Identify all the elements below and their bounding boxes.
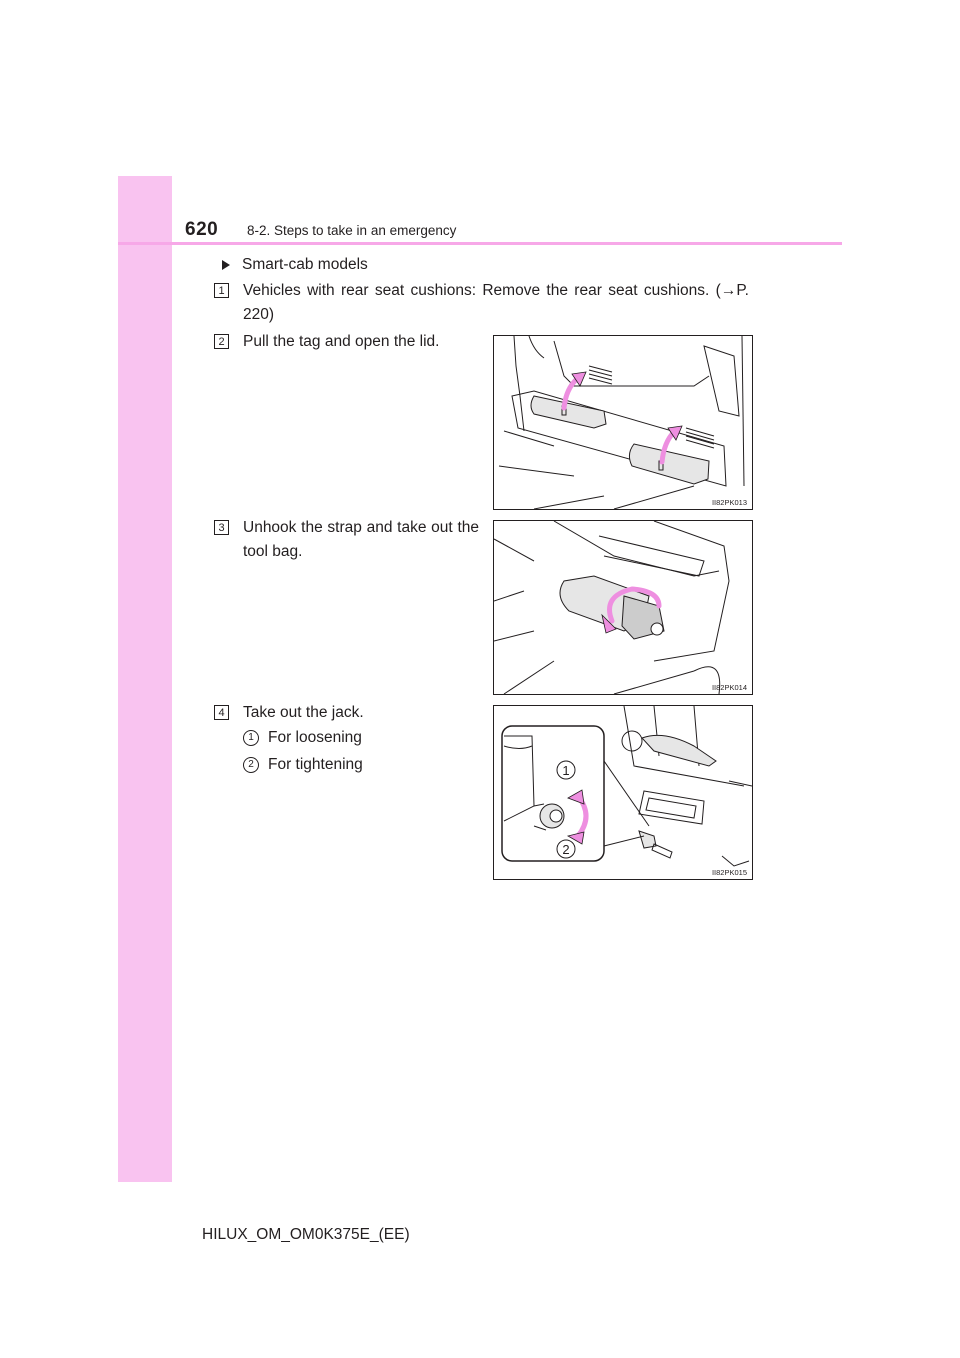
sub-item-loosening <box>243 729 362 747</box>
sub-item-text-1: For loosening <box>268 729 362 746</box>
circled-number-2: 2 <box>243 757 259 773</box>
tool-bag-illustration <box>494 521 752 694</box>
step-text-2: Pull the tag and open the lid. <box>243 333 440 350</box>
circled-number-1: 1 <box>243 730 259 746</box>
figure-lid-open <box>493 335 753 510</box>
callout-label-2: 2 <box>562 842 570 857</box>
callout-label-1: 1 <box>562 763 570 778</box>
section-title: 8-2. Steps to take in an emergency <box>247 223 457 238</box>
figure-tool-bag <box>493 520 753 695</box>
step-number-4: 4 <box>214 705 229 720</box>
step-text-4: Take out the jack. <box>243 704 364 721</box>
side-tab-bar <box>118 176 172 1182</box>
lid-illustration <box>494 336 752 509</box>
step-text-1: Vehicles with rear seat cushions: Remove the rear seat cushions. (→P. 220) <box>243 282 749 323</box>
figure-code-3: II82PK015 <box>711 868 747 877</box>
footer-doc-code: HILUX_OM_OM0K375E_(EE) <box>202 1226 410 1243</box>
sub-heading-text: Smart-cab models <box>242 256 368 273</box>
figure-code-1: II82PK013 <box>711 498 747 507</box>
figure-code-2: II82PK014 <box>711 683 747 692</box>
step-number-1: 1 <box>214 283 229 298</box>
step-text-3: Unhook the strap and take out the tool bag. <box>243 519 479 560</box>
step-number-3: 3 <box>214 520 229 535</box>
sub-item-text-2: For tightening <box>268 756 363 773</box>
figure-jack <box>493 705 753 880</box>
step-number-2: 2 <box>214 334 229 349</box>
triangle-bullet-icon <box>222 260 230 270</box>
sub-heading <box>222 256 368 274</box>
sub-item-tightening <box>243 756 363 774</box>
page-number: 620 <box>185 219 219 240</box>
header-rule <box>118 242 842 245</box>
jack-illustration <box>494 706 752 879</box>
